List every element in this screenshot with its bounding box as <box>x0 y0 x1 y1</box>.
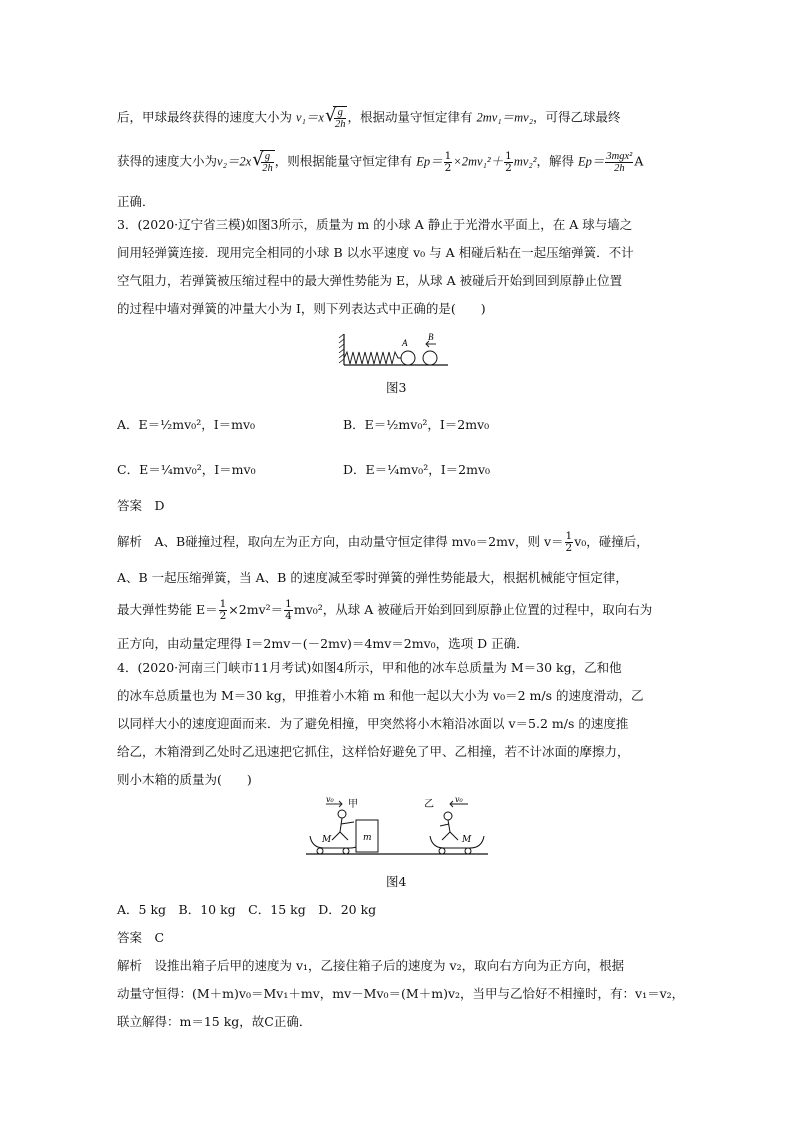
ball-b <box>423 351 437 365</box>
math-v2: v₂＝2x <box>217 154 252 169</box>
text: 获得的速度大小为 <box>117 153 218 169</box>
q4-line-5: 则小木箱的质量为( ) <box>117 772 252 787</box>
option-c: C．E＝¼mv₀²，I＝mv₀ <box>117 462 256 477</box>
answer-4: 答案 C <box>117 930 165 945</box>
label-a: A <box>402 338 408 348</box>
math: ×2mv₁²＋ <box>453 154 504 169</box>
explain-4-line-2: 动量守恒得：(M＋m)v₀＝Mv₁＋mv，mv－Mv₀＝(M＋m)v₂，当甲与乙恰好不相撞时，有：v₁＝v₂， <box>117 986 685 1001</box>
math: mv₂² <box>513 154 537 169</box>
text: ，可得乙球最终 <box>533 109 621 125</box>
label-b: B <box>428 332 434 342</box>
text: ，解得 <box>536 153 575 169</box>
svg-text:v₀: v₀ <box>326 796 334 804</box>
q4-line-1: 4．(2020·河南三门峡市11月考试)如图4所示，甲和他的冰车总质量为 M＝30 kg，乙和他 <box>117 660 622 675</box>
q3-line-4: 的过程中墙对弹簧的冲量大小为 I，则下列表达式中正确的是( ) <box>117 301 486 316</box>
text: ，则根据能量守恒定律有 <box>274 153 413 169</box>
option-d: D．E＝¼mv₀²，I＝2mv₀ <box>343 462 491 477</box>
q4-line-3: 以同样大小的速度迎面而来．为了避免相撞，甲突然将小木箱沿冰面以 v＝5.2 m/s 的速度推 <box>117 716 629 731</box>
explain-4-line-3: 联立解得：m＝15 kg，故C正确． <box>117 1014 312 1029</box>
text-line-1 <box>117 106 682 130</box>
explain-3-line-1: 解析 A、B碰撞过程，取向左为正方向，由动量守恒定律得 mv₀＝2mv，则 v＝ $\frac{1}{2}$ v₀，碰撞后， <box>117 530 649 554</box>
frac: $\frac{1}{2}$ <box>444 149 452 174</box>
explain-3-line-2: A、B 一起压缩弹簧，当 A、B 的速度减至零时弹簧的弹性势能最大，根据机械能守恒定律， <box>117 570 628 585</box>
q3-line-2: 间用轻弹簧连接．现用完全相同的小球 B 以水平速度 v₀ 与 A 相碰后粘在一起压缩弹簧．不计 <box>117 245 634 260</box>
ball-a <box>401 351 415 365</box>
q3-line-3: 空气阻力，若弹簧被压缩过程中的最大弹性势能为 E，从球 A 被碰后开始到回到原静止位置 <box>117 273 623 288</box>
frac: $\frac{\text{3mgx²}}{2h}$ <box>606 150 633 174</box>
text: A <box>634 153 644 169</box>
q4-line-4: 给乙，木箱滑到乙处时乙迅速把它抓住，这样恰好避免了甲、乙相撞，若不计冰面的摩擦力， <box>117 744 630 759</box>
q4-line-2: 的冰车总质量也为 M＝30 kg，甲推着小木箱 m 和他一起以大小为 v₀＝2 m/s 的速度滑动，乙 <box>117 688 644 703</box>
text: ，根据动量守恒定律有 <box>347 109 473 125</box>
figure-4 <box>302 796 492 860</box>
math-ep: Ep＝ <box>578 154 605 169</box>
svg-text:M: M <box>462 835 472 845</box>
figure-4-caption: 图4 <box>386 874 407 889</box>
label-jia: 甲 <box>348 799 358 810</box>
sqrt: √ $\frac{g}{2h}$ <box>252 149 273 174</box>
answer-3: 答案 D <box>117 498 165 513</box>
text-line-3: 正确． <box>117 194 155 209</box>
explain-3-line-3: 最大弹性势能 E＝ $\frac{1}{2}$ ×2mv²＝ $\frac{1}{4}$ mv₀²，从球 A 被碰后开始到回到原静止位置的过程中，取向右为 <box>117 598 653 622</box>
frac: $\frac{1}{2}$ <box>505 149 512 174</box>
explain-3-line-4: 正方向，由动量定理得 I＝2mv－(－2mv)＝4mv＝2mv₀，选项 D 正确． <box>117 636 529 651</box>
figure-3 <box>336 330 456 370</box>
svg-text:M: M <box>322 835 332 845</box>
math-ep: Ep＝ <box>416 154 443 169</box>
text: 后，甲球最终获得的速度大小为 <box>117 109 293 125</box>
figure-3-caption: 图3 <box>386 380 407 395</box>
svg-text:v₀: v₀ <box>455 796 463 804</box>
q4-options: A．5 kg B．10 kg C．15 kg D．20 kg <box>117 902 377 917</box>
svg-text:m: m <box>363 833 372 843</box>
option-a: A．E＝½mv₀²，I＝mv₀ <box>117 417 256 432</box>
math-v1: v₁＝x <box>296 110 324 125</box>
q3-line-1: 3．(2020·辽宁省三模)如图3所示，质量为 m 的小球 A 静止于光滑水平面上，在 A 球与墙之 <box>117 217 633 232</box>
label-yi: 乙 <box>424 799 434 810</box>
option-b: B．E＝½mv₀²，I＝2mv₀ <box>343 417 490 432</box>
text-line-2 <box>117 150 682 174</box>
sqrt: √ $\frac{g}{2h}$ <box>324 105 346 130</box>
math-momentum: 2mv₁＝mv₂ <box>476 110 534 125</box>
explain-4-line-1: 解析 设推出箱子后甲的速度为 v₁，乙接住箱子后的速度为 v₂，取向右方向为正方向，根据 <box>117 958 625 973</box>
